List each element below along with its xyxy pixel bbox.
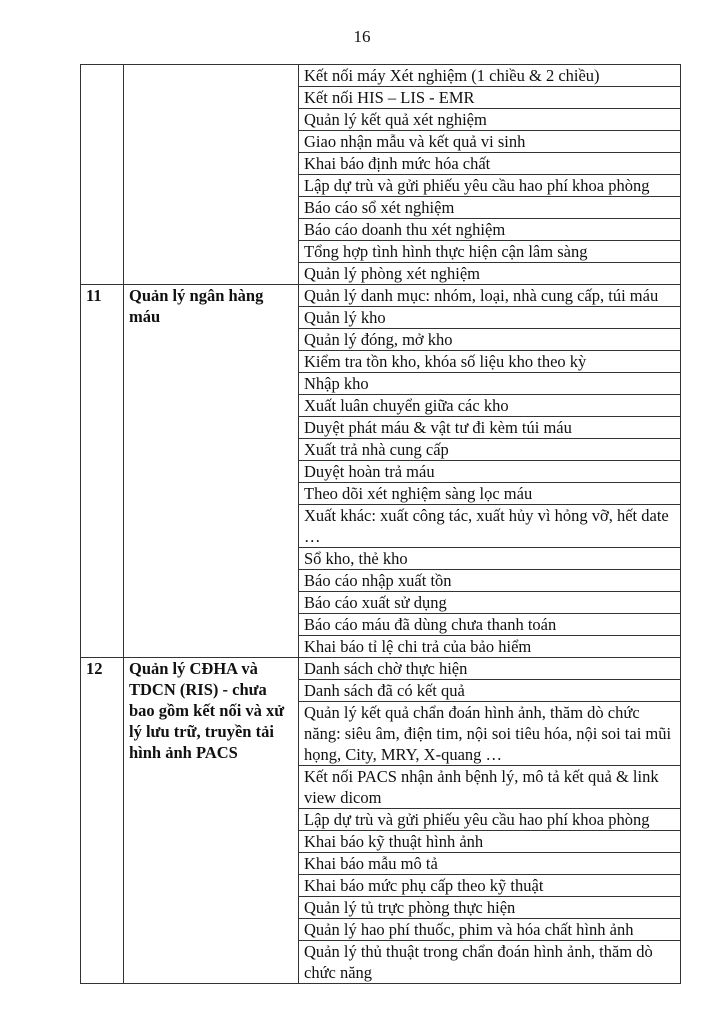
table-row xyxy=(81,65,681,87)
row-number: 12 xyxy=(81,658,124,984)
function-item: Báo cáo xuất sử dụng xyxy=(299,592,681,614)
function-item: Báo cáo nhập xuất tồn xyxy=(299,570,681,592)
function-item: Duyệt phát máu & vật tư đi kèm túi máu xyxy=(299,417,681,439)
table-body xyxy=(81,65,681,984)
function-item: Quản lý đóng, mở kho xyxy=(299,329,681,351)
module-name xyxy=(124,65,299,285)
function-item: Quản lý kho xyxy=(299,307,681,329)
function-item: Giao nhận mẫu và kết quả vi sinh xyxy=(299,131,681,153)
page-number: 16 xyxy=(353,27,371,46)
function-item: Quản lý kết quả xét nghiệm xyxy=(299,109,681,131)
function-item: Theo dõi xét nghiệm sàng lọc máu xyxy=(299,483,681,505)
function-item: Báo cáo doanh thu xét nghiệm xyxy=(299,219,681,241)
function-item: Kết nối máy Xét nghiệm (1 chiều & 2 chiều) xyxy=(299,65,681,87)
function-item: Tổng hợp tình hình thực hiện cận lâm sàng xyxy=(299,241,681,263)
function-item: Kiểm tra tồn kho, khóa số liệu kho theo kỳ xyxy=(299,351,681,373)
function-item: Danh sách chờ thực hiện xyxy=(299,658,681,680)
function-item: Quản lý danh mục: nhóm, loại, nhà cung cấp, túi máu xyxy=(299,285,681,307)
function-item: Quản lý tủ trực phòng thực hiện xyxy=(299,897,681,919)
function-item: Nhập kho xyxy=(299,373,681,395)
function-item: Báo cáo máu đã dùng chưa thanh toán xyxy=(299,614,681,636)
function-item: Danh sách đã có kết quả xyxy=(299,680,681,702)
function-item: Khai báo mẫu mô tả xyxy=(299,853,681,875)
function-item: Quản lý phòng xét nghiệm xyxy=(299,263,681,285)
row-number xyxy=(81,65,124,285)
function-item: Lập dự trù và gửi phiếu yêu cầu hao phí khoa phòng xyxy=(299,809,681,831)
function-item: Xuất trả nhà cung cấp xyxy=(299,439,681,461)
function-item: Quản lý hao phí thuốc, phim và hóa chất hình ảnh xyxy=(299,919,681,941)
row-number: 11 xyxy=(81,285,124,658)
function-item: Khai báo tỉ lệ chi trả của bảo hiểm xyxy=(299,636,681,658)
function-item: Khai báo định mức hóa chất xyxy=(299,153,681,175)
table-row xyxy=(81,658,681,680)
function-item: Duyệt hoàn trả máu xyxy=(299,461,681,483)
function-item: Kết nối HIS – LIS - EMR xyxy=(299,87,681,109)
table-row xyxy=(81,285,681,307)
function-item: Khai báo mức phụ cấp theo kỹ thuật xyxy=(299,875,681,897)
function-item: Xuất khác: xuất công tác, xuất hủy vì hỏng vỡ, hết date … xyxy=(299,505,681,548)
function-item: Sổ kho, thẻ kho xyxy=(299,548,681,570)
function-item: Lập dự trù và gửi phiếu yêu cầu hao phí khoa phòng xyxy=(299,175,681,197)
function-item: Kết nối PACS nhận ảnh bệnh lý, mô tả kết quả & link view dicom xyxy=(299,766,681,809)
function-item: Quản lý kết quả chẩn đoán hình ảnh, thăm dò chức năng: siêu âm, điện tim, nội soi tiêu hóa, nội soi tai mũi họng, City, MRY, X-quang … xyxy=(299,702,681,766)
module-name: Quản lý CĐHA và TDCN (RIS) - chưa bao gồm kết nối và xử lý lưu trữ, truyền tải hình ảnh PACS xyxy=(124,658,299,984)
function-item: Khai báo kỹ thuật hình ảnh xyxy=(299,831,681,853)
function-table xyxy=(80,64,681,984)
function-item: Báo cáo sổ xét nghiệm xyxy=(299,197,681,219)
function-item: Xuất luân chuyển giữa các kho xyxy=(299,395,681,417)
function-item: Quản lý thủ thuật trong chẩn đoán hình ảnh, thăm dò chức năng xyxy=(299,941,681,984)
module-name: Quản lý ngân hàng máu xyxy=(124,285,299,658)
